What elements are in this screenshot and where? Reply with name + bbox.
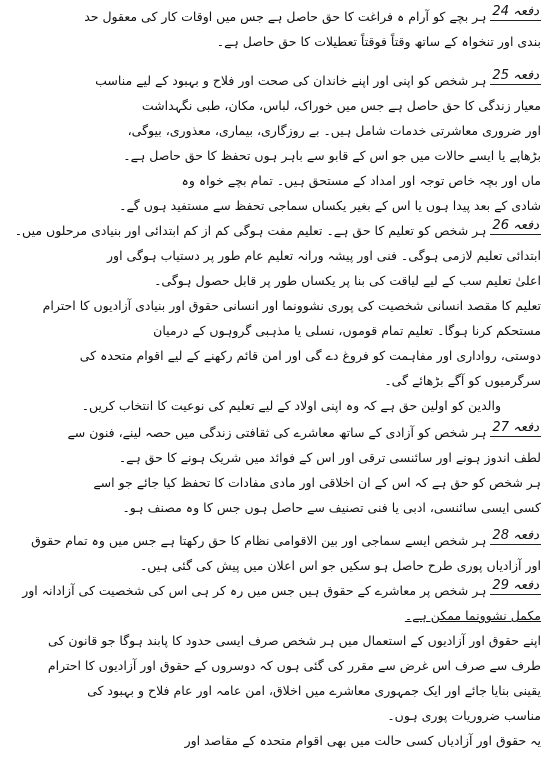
text-line: اپنے حقوق اور آزادیوں کے استعمال میں ہر شخص صرف ایسی حدود کا پابند ہوگا جو قانون کی: [48, 633, 541, 648]
text-line: ہر شخص کو اپنی اور اپنے خاندان کی صحت اور فلاح و بہبود کے لیے مناسب: [95, 73, 487, 88]
article-label: دفعہ 29: [492, 578, 539, 593]
text-line: ماں اور بچہ خاص توجہ اور امداد کے مستحق ہیں۔ تمام بچے خواہ وہ: [181, 173, 541, 188]
text-line: اور آزادیاں پوری طرح حاصل ہو سکیں جو اس اعلان میں پیش کی گئی ہیں۔: [139, 558, 541, 573]
text-line: ہر شخص ایسے سماجی اور بین الاقوامی نظام کا حق رکھتا ہے جس میں وہ تمام حقوق: [31, 533, 487, 548]
text-line: کسی ایسی سائنسی، ادبی یا فنی تصنیف سے حاصل ہوں جس کا وہ مصنف ہو۔: [122, 500, 541, 515]
article-25: [6, 62, 541, 218]
text-line: یقینی بنایا جائے اور ایک جمہوری معاشرے میں اخلاق، امن عامہ اور عام فلاح و بہبود کی: [87, 683, 541, 698]
text-line: معیار زندگی کا حق حاصل ہے جس میں خوراک، لباس، مکان، طبی نگہداشت: [141, 98, 541, 113]
text-line: سرگرمیوں کو آگے بڑھائے گی۔: [384, 373, 541, 388]
text-line: لطف اندوز ہونے اور سائنسی ترقی اور اس کے فوائد میں شریک ہونے کا حق ہے۔: [118, 450, 541, 465]
article-label: دفعہ 26: [492, 218, 539, 233]
text-line: ہر شخص کو حق ہے کہ اس کے ان اخلاقی اور مادی مفادات کا تحفظ کیا جائے جو اسے: [93, 475, 541, 490]
text-line: یہ حقوق اور آزادیاں کسی حالت میں بھی اقوام متحدہ کے مقاصد اور: [184, 733, 541, 748]
text-line: ہر شخص پر معاشرے کے حقوق ہیں جس میں رہ کر ہی اس کی شخصیت کی آزادانہ اور: [22, 583, 487, 598]
text-line: دوستی، رواداری اور مفاہمت کو فروغ دے گی اور امن قائم رکھنے کے لیے اقوام متحدہ کی: [79, 348, 541, 363]
text-line: ابتدائی تعلیم لازمی ہوگی۔ فنی اور پیشہ ورانہ تعلیم عام طور پر دستیاب ہوگی اور: [107, 248, 541, 263]
article-label: دفعہ 28: [492, 528, 539, 543]
text-line: ہر بچے کو آرام ہ فراغت کا حق حاصل ہے جس میں اوقات کار کی معقول حد: [84, 9, 487, 24]
article-label: دفعہ 24: [492, 4, 539, 19]
article-24: [6, 4, 541, 54]
article-28: [6, 528, 541, 578]
text-line: والدین کو اولین حق ہے کہ وہ اپنی اولاد کے لیے تعلیم کی نوعیت کا انتخاب کریں۔: [81, 398, 501, 413]
text-line: بڑھاپے یا ایسے حالات میں جو اس کے قابو سے باہر ہوں تحفظ کا حق حاصل ہے۔: [123, 148, 541, 163]
article-29: [6, 578, 541, 753]
text-line: ہر شخص کو تعلیم کا حق ہے۔ تعلیم مفت ہوگی کم از کم ابتدائی اور بنیادی مرحلوں میں۔: [14, 223, 487, 238]
article-26: [6, 218, 541, 418]
text-line: شادی کے بعد پیدا ہوں یا اس کے بغیر یکساں سماجی تحفظ سے مستفید ہوں گے۔: [119, 198, 541, 213]
text-line: مستحکم کرنا ہوگا۔ تعلیم تمام قوموں، نسلی یا مذہبی گروہوں کے درمیان: [153, 323, 541, 338]
text-line: اعلیٰ تعلیم سب کے لیے لیاقت کی بنا پر یکساں طور پر قابل حصول ہوگی۔: [154, 273, 541, 288]
article-label: دفعہ 27: [492, 420, 539, 435]
article-27: [6, 420, 541, 520]
text-line: تعلیم کا مقصد انسانی شخصیت کی پوری نشوونما اور انسانی حقوق اور بنیادی آزادیوں کا احترام: [42, 298, 541, 313]
text-line: مکمل نشوونما ممکن ہے۔: [404, 608, 541, 623]
text-line: بندی اور تنخواہ کے ساتھ وقتاً فوقتاً تعطیلات کا حق حاصل ہے۔: [216, 34, 541, 49]
text-line: طرف سے صرف اس غرض سے مقرر کی گئی ہوں کہ دوسروں کے حقوق اور آزادیوں کا احترام: [47, 658, 541, 673]
text-line: اور ضروری معاشرتی خدمات شامل ہیں۔ بے روزگاری، بیماری، معذوری، بیوگی،: [127, 123, 541, 138]
article-label: دفعہ 25: [492, 68, 539, 83]
text-line: مناسب ضروریات پوری ہوں۔: [387, 708, 541, 723]
text-line: ہر شخص کو آزادی کے ساتھ معاشرے کی ثقافتی زندگی میں حصہ لینے، فنون سے: [67, 425, 487, 440]
